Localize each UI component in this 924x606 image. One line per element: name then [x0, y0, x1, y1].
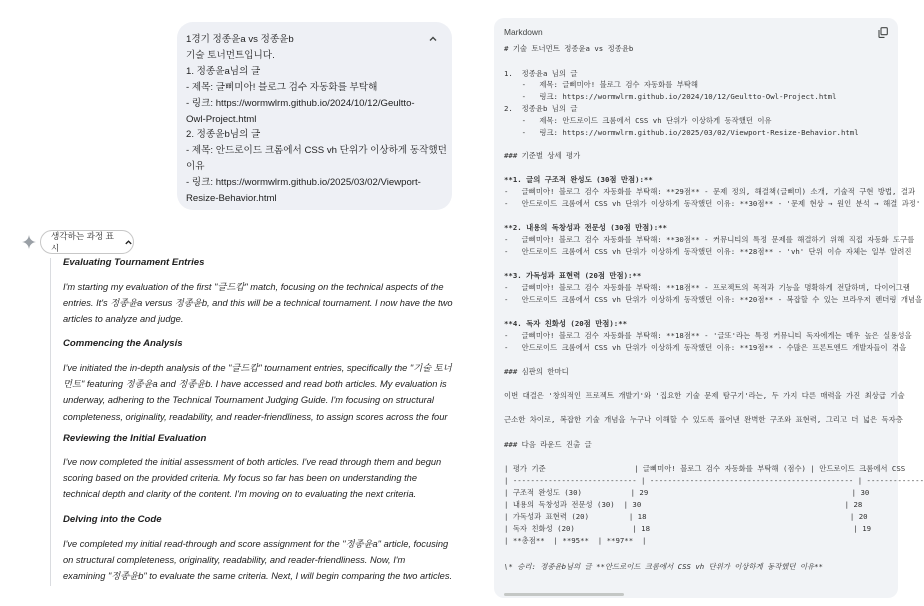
markdown-line: - 안드로이드 크롬에서 CSS vh 단위가 이상하게 동작했던 이유: **28점** - 'vh' 단위 이슈 자체는 일부 알려진: [504, 247, 912, 256]
user-message-line: - 제목: 글삐미아! 블로그 검수 자동화를 부탁해: [186, 81, 378, 93]
code-block-header: [494, 18, 898, 46]
thought-line: 먼트" featuring 정종윤a and 정종윤b. I have accessed and read both articles. My evaluation is: [63, 379, 447, 390]
user-message-line: 1경기 정종윤a vs 정종윤b: [186, 34, 294, 45]
thought-line: I've initiated the in-depth analysis of the "글드캅" tournament entries, specifically the "기술 토너: [63, 363, 452, 373]
markdown-line: **2. 내용의 독창성과 전문성 (30점 만점):**: [504, 223, 667, 232]
thought-line: on structural completeness, originality, readability, and reader-friendliness. Now, I'm: [63, 555, 406, 566]
user-message-line: - 제목: 안드로이드 크롬에서 CSS vh 단위가 이상하게 동작했던: [186, 145, 447, 157]
thought-paragraph: [63, 360, 455, 425]
markdown-line: | ---------------------------- | ---------------------------------------------- | -------------: [504, 476, 924, 485]
thought-line: entries. It's 정종윤a versus 정종윤b, and this will be a technical tournament. I now have the two: [63, 298, 453, 309]
markdown-line: - 안드로이드 크롬에서 CSS vh 단위가 이상하게 동작했던 이유: **20점** - 복잡할 수 있는 브라우저 렌더링 개념을: [504, 295, 923, 304]
markdown-line: # 기술 토너먼트 정종윤a vs 정종윤b: [504, 44, 634, 53]
markdown-line: 2. 정종윤b 님의 글: [504, 104, 578, 113]
thinking-rail: [50, 258, 51, 586]
markdown-line: - 글삐미아! 블로그 검수 자동화를 부탁해: **29점** - 문제 정의, 해결책(글삐미) 소개, 기술적 구현 방법, 결과: [504, 187, 916, 196]
show-thinking-label: 생각하는 과정 표시: [51, 231, 114, 253]
markdown-line: **3. 가독성과 표현력 (20점 만점):**: [504, 271, 642, 280]
code-block-language: Markdown: [504, 27, 543, 37]
markdown-line: **4. 독자 친화성 (20점 만점):**: [504, 319, 628, 328]
markdown-line: | 구조적 완성도 (30) | 29 | 30: [504, 488, 870, 497]
markdown-line: 근소한 차이로, 복잡한 기술 개념을 누구나 이해할 수 있도록 풀어낸 완벽한 구조와 표현력, 그리고 더 넓은 독자층: [504, 415, 903, 424]
markdown-line: ### 기준별 상세 평가: [504, 151, 581, 160]
user-message-line: - 링크: https://wormwlrm.github.io/2025/03/02/Viewport-: [186, 177, 421, 189]
thought-heading: Delving into the Code: [63, 514, 162, 525]
markdown-line: - 글삐미아! 블로그 검수 자동화를 부탁해: **18점** - '글또'라는 특정 커뮤니티 독자에게는 매우 높은 실용성을: [504, 331, 912, 340]
thought-paragraph: [63, 454, 455, 503]
markdown-line: 이번 대결은 '창의적인 프로젝트 개발기'와 '집요한 기술 문제 탐구기'라는, 두 가지 다른 매력을 가진 최상급 기술: [504, 391, 905, 400]
user-message-line: 2. 정종윤b님의 글: [186, 129, 261, 141]
markdown-line: 1. 정종윤a 님의 글: [504, 69, 578, 78]
thought-line: I've now completed the initial assessment of both articles. I've read through them and begun: [63, 457, 442, 467]
thought-line: technical depth and clarity of the content. I'm moving on to evaluating the next criteria.: [63, 489, 417, 500]
copy-icon[interactable]: [878, 27, 888, 38]
thought-paragraph: [63, 536, 455, 585]
markdown-line: | 내용의 독창성과 전문성 (30) | 30 | 28: [504, 500, 863, 509]
user-message-line: 이유: [186, 161, 205, 173]
thought-heading: Commencing the Analysis: [63, 338, 183, 349]
chevron-up-icon: [124, 238, 133, 247]
thought-paragraph: [63, 279, 455, 328]
user-message-line: - 링크: https://wormwlrm.github.io/2024/10/12/Geultto-: [186, 97, 415, 109]
user-message-line: 기술 토너먼트입니다.: [186, 49, 275, 61]
thought-line: articles to analyze and judge.: [63, 314, 184, 325]
markdown-line: ### 심판의 한마디: [504, 367, 569, 376]
markdown-line: - 링크: https://wormwlrm.github.io/2025/03/02/Viewport-Resize-Behavior.html: [504, 128, 859, 137]
show-thinking-button[interactable]: [40, 230, 134, 254]
markdown-line: \* 승리: 정종윤b님의 글 **안드로이드 크롬에서 CSS vh 단위가 이상하게 동작했던 이유**: [504, 562, 823, 571]
thought-line: completeness, originality, readability, and reader-friendliness, to assign scores across the four: [63, 411, 448, 422]
horizontal-scrollbar[interactable]: [504, 593, 624, 596]
markdown-line: - 글삐미아! 블로그 검수 자동화를 부탁해: **30점** - 커뮤니티의 특정 문제를 해결하기 위해 직접 자동화 도구를: [504, 235, 915, 244]
markdown-line: **1. 글의 구조적 완성도 (30점 만점):**: [504, 175, 653, 184]
thought-heading: Reviewing the Initial Evaluation: [63, 433, 207, 444]
markdown-line: - 링크: https://wormwlrm.github.io/2024/10/12/Geultto-Owl-Project.html: [504, 92, 837, 101]
user-message-bubble: [177, 22, 452, 210]
chevron-up-icon[interactable]: [428, 34, 438, 44]
markdown-line: ### 다음 라운드 진출 글: [504, 440, 592, 449]
markdown-line: - 제목: 글삐미아! 블로그 검수 자동화를 부탁해: [504, 80, 699, 89]
thought-line: I've completed my initial read-through and score assignment for the "정종윤a" article, focusing: [63, 539, 449, 549]
markdown-source: [504, 44, 924, 594]
thought-heading: Evaluating Tournament Entries: [63, 257, 205, 268]
markdown-code-block: [494, 18, 924, 598]
thought-line: scoring based on the provided criteria. My focus so far has been on understanding the: [63, 473, 418, 484]
thought-line: I'm starting my evaluation of the first "글드캅" match, focusing on the technical aspects of the: [63, 282, 444, 292]
markdown-line: - 안드로이드 크롬에서 CSS vh 단위가 이상하게 동작했던 이유: **30점** - '문제 현상 → 원인 분석 → 해결 과정': [504, 199, 921, 208]
markdown-line: - 제목: 안드로이드 크롬에서 CSS vh 단위가 이상하게 동작했던 이유: [504, 116, 772, 125]
markdown-line: | 독자 친화성 (20) | 18 | 19: [504, 524, 872, 533]
markdown-line: | 가독성과 표현력 (20) | 18 | 20: [504, 512, 868, 521]
gemini-spark-icon: [22, 235, 36, 249]
user-message-line: Resize-Behavior.html: [186, 193, 277, 205]
user-message-line: Owl-Project.html: [186, 113, 257, 125]
markdown-line: - 안드로이드 크롬에서 CSS vh 단위가 이상하게 동작했던 이유: **19점** - 수많은 프론트엔드 개발자들이 겪을: [504, 343, 907, 352]
user-message-line: 1. 정종윤a님의 글: [186, 65, 261, 77]
markdown-line: - 글삐미아! 블로그 검수 자동화를 부탁해: **18점** - 프로젝트의 목적과 기능을 명확하게 전달하며, 다이어그램: [504, 283, 910, 292]
thought-line: underway, adhering to the Technical Tournament Judging Guide. I'm focusing on structural: [63, 395, 434, 406]
markdown-line: | 평가 기준 | 글삐미아! 블로그 검수 자동화를 부탁해 (점수) | 안드로이드 크롬에서 CSS: [504, 464, 906, 473]
markdown-line: | **총점** | **95** | **97** |: [504, 536, 647, 545]
thinking-content: [63, 255, 455, 595]
thought-line: examining "정종윤b" to evaluate the same criteria. Next, I will begin comparing the two articles.: [63, 571, 453, 582]
